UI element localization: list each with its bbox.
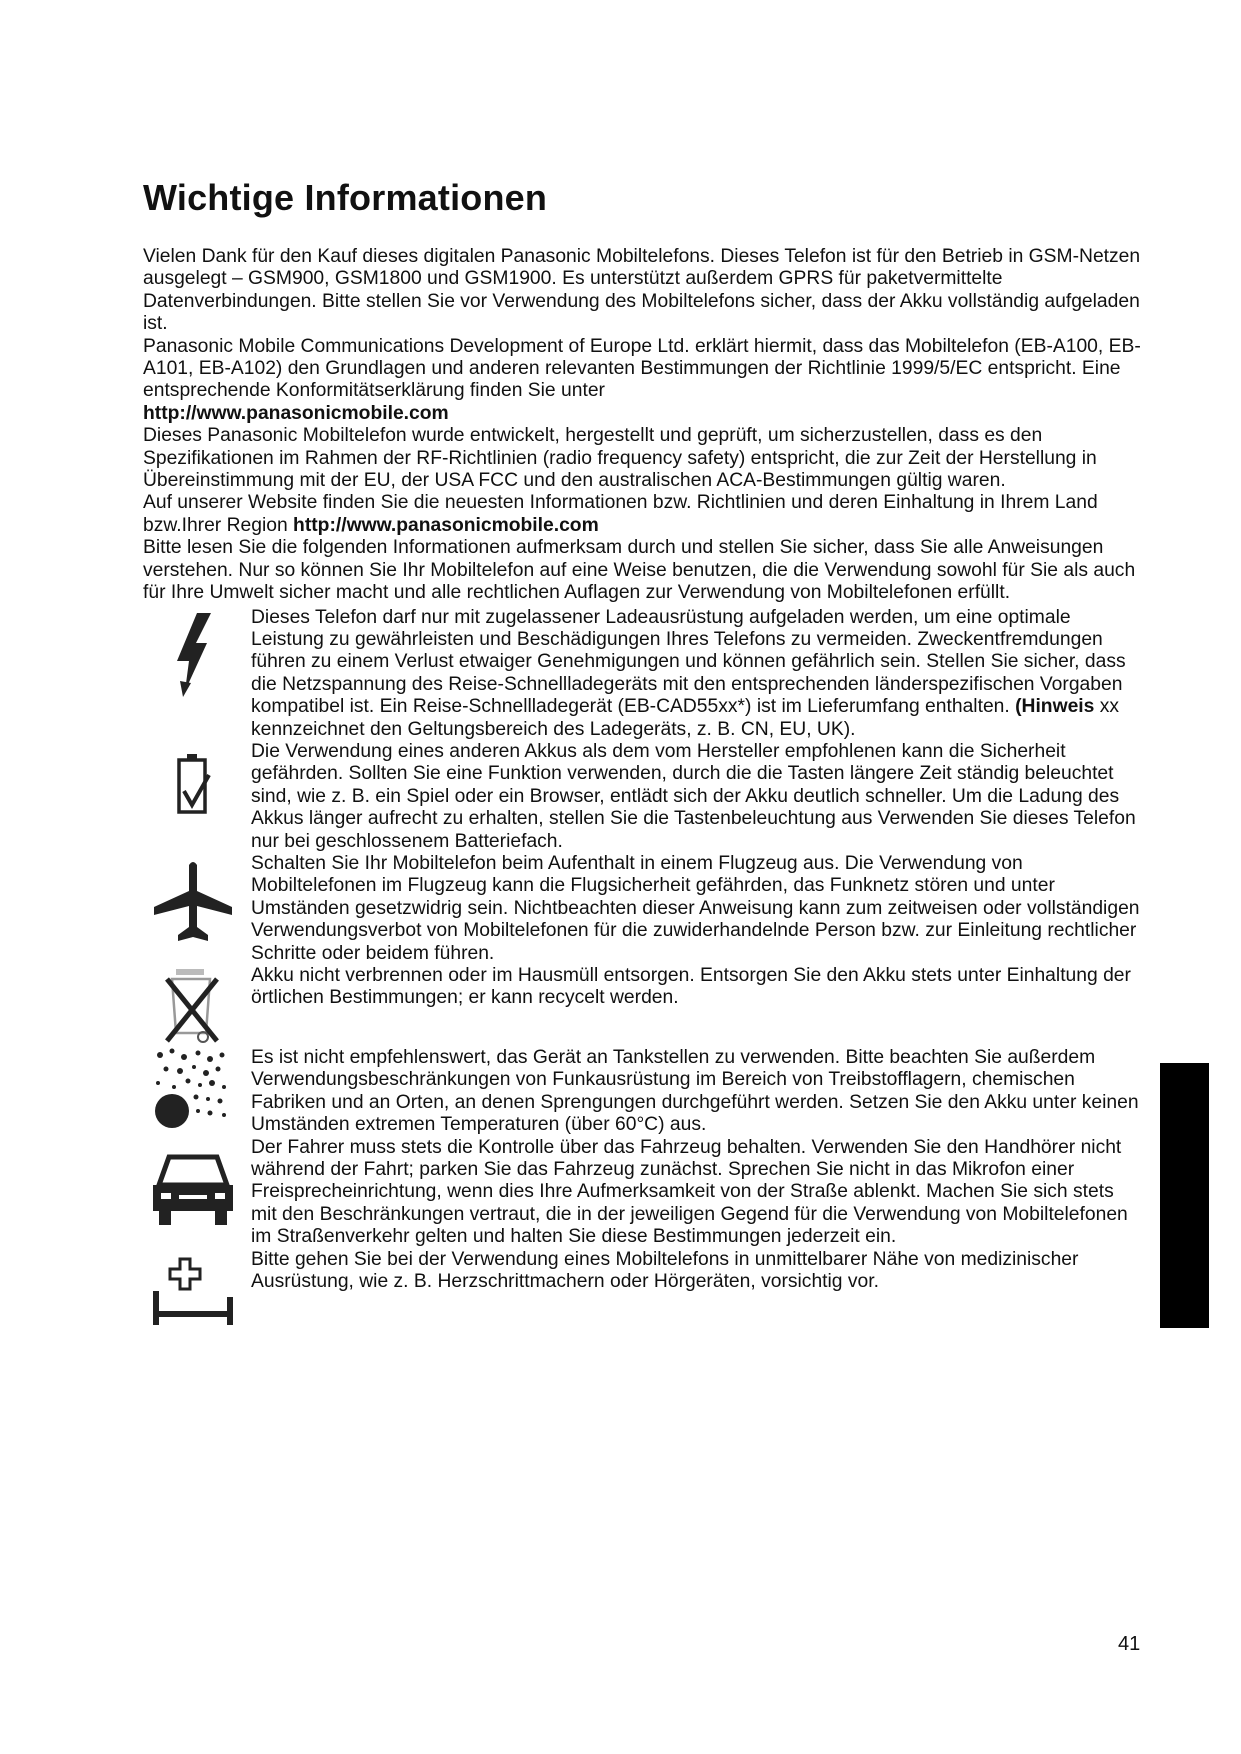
warning-disposal: [143, 965, 1143, 1043]
warning-battery-text: Die Verwendung eines anderen Akkus als dem vom Hersteller empfohlenen kann die Sicherheit gefährden. Sollten Sie eine Funktion verwenden, durch die die Tasten längere Zeit ständig beleuchtet sind, wie z. B. ein Spiel oder ein Browser, entlädt sich der Akku deutlich schneller. Um die Ladung des Akkus länger aufrecht zu erhalten, stellen Sie die Tastenbeleuchtung aus Verwenden Sie dieses Telefon nur bei geschlossenem Batteriefach.: [251, 740, 1136, 852]
warning-car: [143, 1137, 1143, 1249]
website-link-2[interactable]: http://www.panasonicmobile.com: [293, 514, 599, 536]
warning-charger-text: [251, 607, 1143, 741]
explosion-icon: [143, 1047, 243, 1133]
chapter-tab-marker: [1160, 1063, 1209, 1328]
warning-airplane-text: Schalten Sie Ihr Mobiltelefon beim Aufenthalt in einem Flugzeug aus. Die Verwendung von Mobiltelefonen im Flugzeug kann die Flugsicherheit gefährden, das Funknetz stören und unter Umständen gesetzwidrig sein. Nichtbeachten dieser Anweisung kann zum zeitweisen oder vollständigen Verwendungsverbot von Mobiltelefonen für die zuwiderhandelnde Person bzw. zur Einleitung rechtlicher Schritte oder beidem führen.: [251, 852, 1140, 964]
website-paragraph: [143, 492, 1143, 537]
crossed-bin-icon: [143, 967, 243, 1051]
page-title: Wichtige Informationen: [143, 177, 548, 218]
warning-charger-note-label: (Hinweis: [1015, 696, 1095, 718]
read-paragraph: Bitte lesen Sie die folgenden Informationen aufmerksam durch und stellen Sie sicher, dass Sie alle Anweisungen verstehen. Nur so können Sie Ihr Mobiltelefon auf eine Weise benutzen, die die Verwendung sowohl für Sie als auch für Ihre Umwelt sicher macht und alle rechtlichen Auflagen zur Verwendung von Mobiltelefonen erfüllt.: [143, 537, 1136, 604]
rf-paragraph: Dieses Panasonic Mobiltelefon wurde entwickelt, hergestellt und geprüft, um sicherzustellen, dass es den Spezifikationen im Rahmen der RF-Richtlinien (radio frequency safety) entspricht, die zur Zeit der Herstellung in Übereinstimmung mit der EU, der USA FCC und den australischen ACA-Bestimmungen gültig waren.: [143, 425, 1097, 492]
hospital-bed-icon: [143, 1257, 243, 1327]
warning-disposal-text: Akku nicht verbrennen oder im Hausmüll entsorgen. Entsorgen Sie den Akku stets unter Einhaltung der örtlichen Bestimmungen; er kann recycelt werden.: [251, 965, 1131, 1009]
warning-medical: [143, 1249, 1143, 1294]
warning-car-text: Der Fahrer muss stets die Kontrolle über das Fahrzeug behalten. Verwenden Sie den Handhörer nicht während der Fahrt; parken Sie das Fahrzeug zunächst. Sprechen Sie nicht in das Mikrofon einer Freisprecheinrichtung, wenn dies Ihre Aufmerksamkeit von der Straße ablenkt. Machen Sie sich stets mit den Beschränkungen vertraut, die in der jeweiligen Gegend für die Verwendung von Mobiltelefonen im Straßenverkehr gelten und halten Sie diese Bestimmungen jederzeit ein.: [251, 1136, 1128, 1248]
airplane-icon: [143, 861, 243, 947]
page-number: 41: [1118, 1633, 1141, 1655]
warning-charger-note: xx kennzeichnet den Geltungsbereich des Ladegeräts, z. B. CN, EU, UK).: [251, 696, 1120, 740]
website-link-1[interactable]: http://www.panasonicmobile.com: [143, 402, 449, 424]
warning-explosion-text: Es ist nicht empfehlenswert, das Gerät an Tankstellen zu verwenden. Bitte beachten Sie außerdem Verwendungsbeschränkungen von Funkausrüstung im Bereich von Treibstofflagern, chemischen Fabriken und an Orten, an denen Sprengungen durchgeführt werden. Setzen Sie den Akku unter keinen Umständen extremen Temperaturen (über 60°C) aus.: [251, 1047, 1139, 1136]
warning-airplane: [143, 853, 1143, 965]
battery-check-icon: [143, 753, 243, 815]
body-text: [143, 246, 1143, 1293]
website-text: Auf unserer Website finden Sie die neuesten Informationen bzw. Richtlinien und deren Einhaltung in Ihrem Land bzw.Ihrer Region: [143, 492, 1098, 536]
warning-battery: [143, 741, 1143, 853]
lightning-icon: [143, 613, 243, 697]
intro-paragraph-1: Vielen Dank für den Kauf dieses digitalen Panasonic Mobiltelefons. Dieses Telefon ist für den Betrieb in GSM-Netzen ausgelegt – GSM900, GSM1800 und GSM1900. Es unterstützt außerdem GPRS für paketvermittelte Datenverbindungen. Bitte stellen Sie vor Verwendung des Mobiltelefons sicher, dass der Akku vollständig aufgeladen ist.: [143, 246, 1141, 335]
intro-paragraph-2: Panasonic Mobile Communications Development of Europe Ltd. erklärt hiermit, dass das Mobiltelefon (EB-A100, EB-A101, EB-A102) den Grundlagen und anderen relevanten Bestimmungen der Richtlinie 1999/5/EC entspricht. Eine entsprechende Konformitätserklärung finden Sie unter: [143, 335, 1141, 402]
warning-medical-text: Bitte gehen Sie bei der Verwendung eines Mobiltelefons in unmittelbarer Nähe von medizinischer Ausrüstung, wie z. B. Herzschrittmachern oder Hörgeräten, vorsichtig vor.: [251, 1248, 1079, 1293]
warning-explosion: [143, 1047, 1143, 1137]
warning-charger: [143, 607, 1143, 741]
car-icon: [143, 1151, 243, 1231]
warning-charger-body: Dieses Telefon darf nur mit zugelassener Ladeausrüstung aufgeladen werden, um eine optimale Leistung zu gewährleisten und Beschädigungen Ihres Telefons zu vermeiden. Zweckentfremdungen führen zu einem Verlust etwaiger Genehmigungen und können gefährlich sein. Stellen Sie sicher, dass die Netzspannung des Reise-Schnellladegeräts mit den entsprechenden länderspezifischen Vorgaben kompatibel ist. Ein Reise-Schnellladegerät (EB-CAD55xx*) ist im Lieferumfang enthalten.: [251, 606, 1126, 718]
